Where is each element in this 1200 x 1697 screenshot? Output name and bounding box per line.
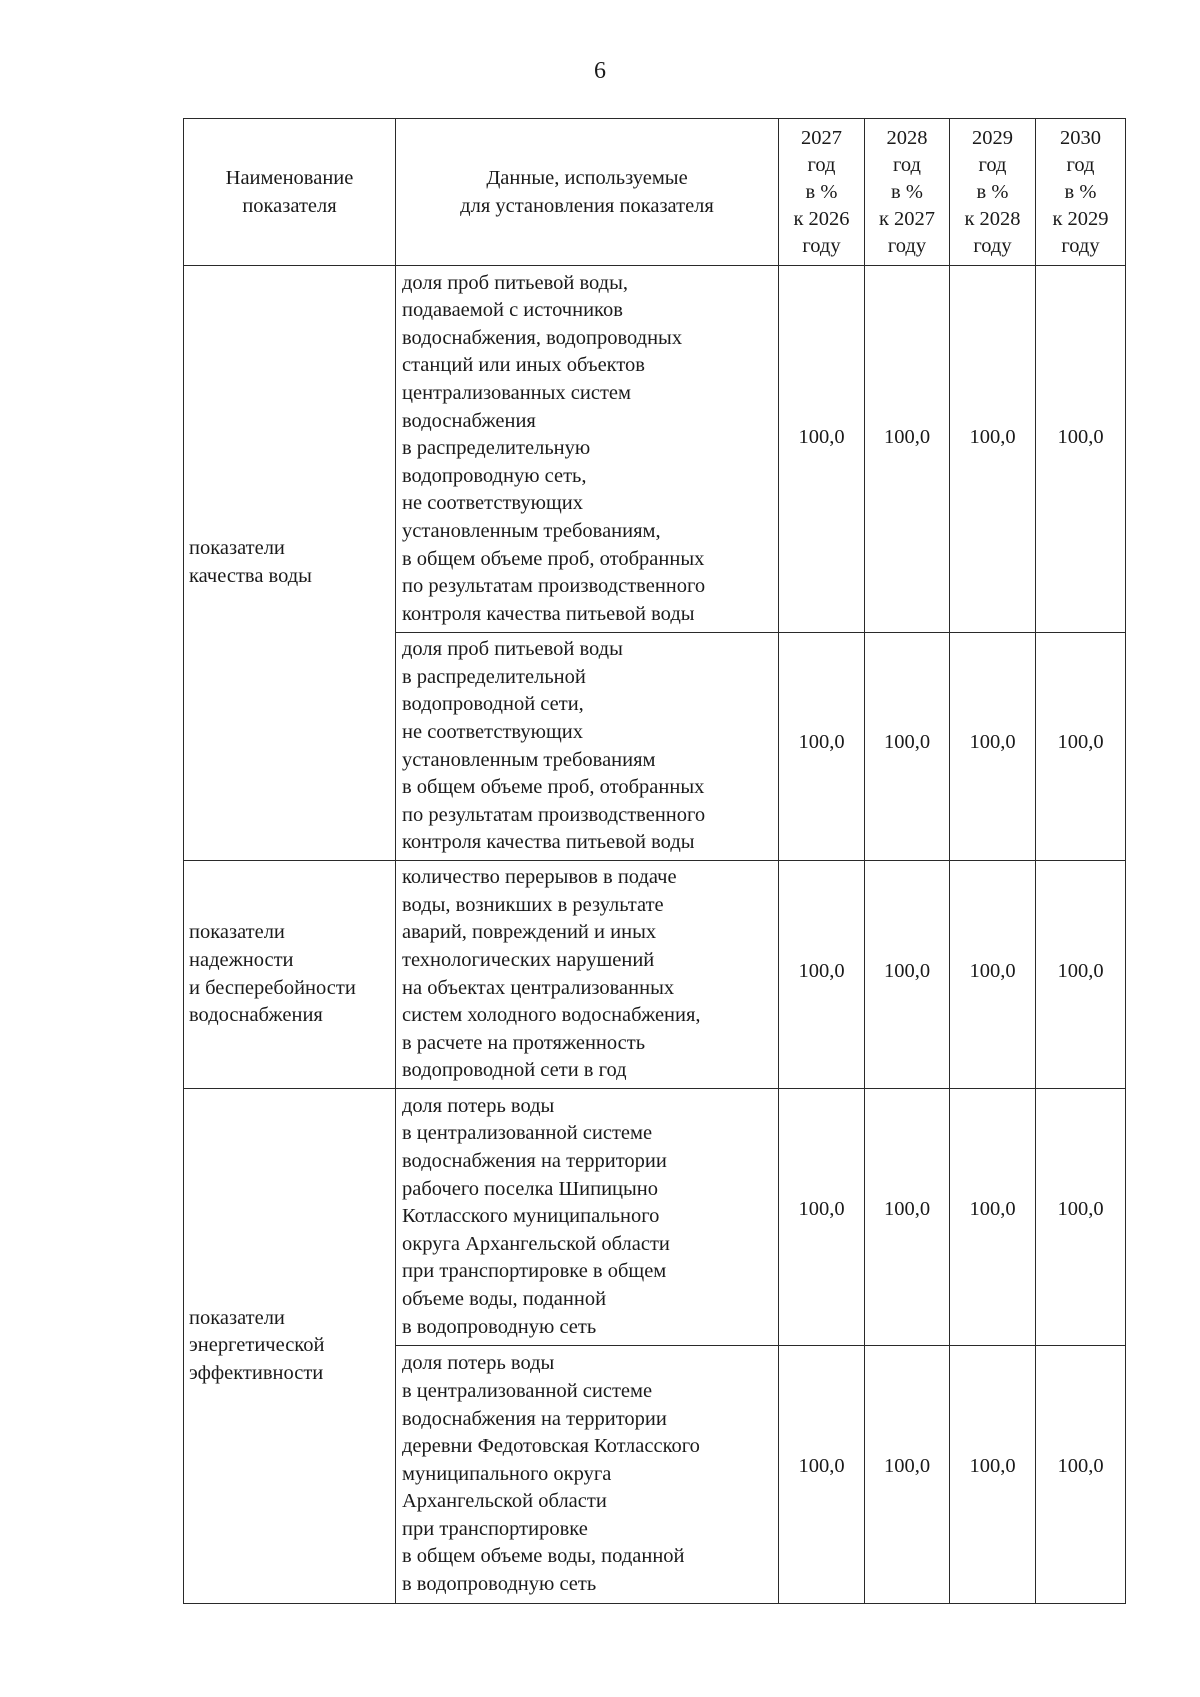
data-text-line: объеме воды, поданной (402, 1287, 607, 1310)
data-text-line: в централизованной системе (402, 1122, 653, 1145)
table-row (184, 266, 1126, 633)
indicator-name-line: показатели (189, 537, 285, 560)
header-text-line: 2028 (886, 126, 928, 149)
value-text: 100,0 (883, 960, 931, 982)
value-text: 100,0 (798, 426, 845, 448)
data-text-line: водопроводную сеть, (402, 464, 587, 487)
value-cell-2028 (865, 1089, 950, 1346)
indicator-name-line: водоснабжения (189, 1004, 323, 1027)
data-text-line: рабочего поселка Шипицыно (402, 1177, 659, 1200)
data-text-line: в общем объеме проб, отобранных (402, 547, 705, 570)
data-text-line: в распределительную (402, 437, 591, 460)
data-text-line: на объектах централизованных (402, 976, 675, 999)
data-text-line: при транспортировке (402, 1517, 588, 1540)
header-text-line: 2027 (801, 126, 842, 149)
header-text-line: Данные, используемые (486, 167, 688, 189)
header-text-line: для установления показателя (460, 195, 714, 217)
header-indicator-name (184, 119, 396, 266)
indicator-name-line: и бесперебойности (189, 976, 356, 999)
page-number: 6 (594, 58, 606, 84)
data-text-line: водоснабжения на территории (402, 1407, 667, 1430)
data-text-line: водоснабжения, водопроводных (402, 326, 683, 349)
value-cell-2030 (1036, 861, 1126, 1089)
header-text-line: в % (976, 180, 1009, 203)
value-cell-2030 (1036, 1346, 1126, 1604)
value-cell-2029 (950, 1346, 1036, 1604)
data-text-line: технологических нарушений (402, 948, 655, 971)
header-text-line: году (973, 234, 1012, 257)
indicator-name-line: энергетической (189, 1334, 325, 1357)
value-cell-2030 (1036, 1089, 1126, 1346)
header-year-2030 (1036, 119, 1126, 266)
header-year-2028 (865, 119, 950, 266)
value-cell-2028 (865, 861, 950, 1089)
header-text-line: год (893, 153, 921, 176)
data-text-line: установленным требованиям, (402, 519, 661, 542)
data-text-line: воды, возникших в результате (402, 893, 664, 916)
value-text: 100,0 (1057, 960, 1104, 982)
data-text-line: округа Архангельской области (402, 1232, 670, 1255)
value-text: 100,0 (883, 731, 931, 753)
indicator-data-cell (396, 1346, 779, 1604)
value-cell-2029 (950, 266, 1036, 633)
indicator-name-line: эффективности (189, 1361, 324, 1384)
data-text-line: подаваемой с источников (402, 299, 623, 322)
data-text-line: установленным требованиям (402, 748, 656, 771)
data-text-line: водоснабжения на территории (402, 1150, 667, 1173)
indicator-data-cell (396, 633, 779, 861)
data-text-line: централизованных систем (402, 382, 632, 405)
data-text-line: деревни Федотовская Котласского (402, 1435, 700, 1458)
header-text-line: год (1066, 153, 1095, 176)
value-text: 100,0 (798, 1455, 845, 1477)
data-text-line: по результатам производственного (402, 575, 706, 598)
value-cell-2030 (1036, 266, 1126, 633)
value-text: 100,0 (883, 1455, 931, 1477)
value-text: 100,0 (1057, 426, 1104, 448)
value-cell-2028 (865, 1346, 950, 1604)
value-text: 100,0 (969, 731, 1016, 753)
value-cell-2027 (779, 266, 865, 633)
data-text-line: в общем объеме проб, отобранных (402, 776, 705, 799)
header-text-line: показателя (242, 195, 337, 217)
data-text-line: в распределительной (402, 665, 586, 688)
value-cell-2027 (779, 1089, 865, 1346)
header-text-line: в % (1064, 180, 1097, 203)
header-text-line: к 2026 (793, 207, 850, 230)
header-text-line: к 2027 (878, 207, 936, 230)
data-text-line: не соответствующих (402, 492, 583, 515)
data-text-line: муниципального округа (402, 1462, 612, 1485)
data-text-line: при транспортировке в общем (402, 1260, 667, 1283)
data-text-line: не соответствующих (402, 720, 583, 743)
value-text: 100,0 (1057, 1455, 1104, 1477)
header-text-line: году (887, 234, 927, 257)
data-text-line: аварий, повреждений и иных (402, 921, 657, 944)
indicator-table (183, 118, 1126, 1604)
data-text-line: по результатам производственного (402, 803, 706, 826)
value-cell-2028 (865, 633, 950, 861)
header-text-line: 2030 (1060, 126, 1101, 149)
data-text-line: Архангельской области (402, 1490, 607, 1513)
data-text-line: в централизованной системе (402, 1379, 653, 1402)
data-text-line: водоснабжения (402, 409, 536, 432)
value-text: 100,0 (798, 960, 845, 982)
data-text-line: станций или иных объектов (402, 354, 645, 377)
data-text-line: доля потерь воды (402, 1352, 555, 1375)
value-text: 100,0 (969, 1198, 1016, 1220)
indicator-group-water-quality (184, 266, 396, 861)
value-cell-2027 (779, 633, 865, 861)
indicator-name-line: показатели (189, 1306, 285, 1329)
header-text-line: 2029 (972, 126, 1013, 149)
value-text: 100,0 (969, 426, 1016, 448)
value-cell-2027 (779, 1346, 865, 1604)
value-cell-2027 (779, 861, 865, 1089)
table-row (184, 861, 1126, 1089)
value-cell-2029 (950, 633, 1036, 861)
value-text: 100,0 (798, 1198, 845, 1220)
value-text: 100,0 (969, 1455, 1016, 1477)
data-text-line: в водопроводную сеть (402, 1573, 597, 1596)
value-text: 100,0 (883, 1198, 931, 1220)
data-text-line: доля проб питьевой воды (402, 638, 623, 661)
value-text: 100,0 (969, 960, 1016, 982)
data-text-line: количество перерывов в подаче (402, 866, 677, 889)
data-text-line: в водопроводную сеть (402, 1315, 597, 1338)
data-text-line: контроля качества питьевой воды (402, 831, 695, 854)
data-text-line: доля проб питьевой воды, (402, 271, 628, 294)
header-text-line: год (807, 153, 836, 176)
indicator-group-energy-efficiency (184, 1089, 396, 1604)
value-text: 100,0 (1057, 1198, 1104, 1220)
header-text-line: году (802, 234, 841, 257)
value-text: 100,0 (883, 426, 931, 448)
value-text: 100,0 (1057, 731, 1104, 753)
data-text-line: в расчете на протяженность (402, 1031, 646, 1054)
value-cell-2028 (865, 266, 950, 633)
indicator-name-line: качества воды (189, 565, 312, 587)
indicator-data-cell (396, 1089, 779, 1346)
value-text: 100,0 (798, 731, 845, 753)
data-text-line: контроля качества питьевой воды (402, 602, 695, 625)
header-indicator-data (396, 119, 779, 266)
header-text-line: в % (891, 180, 923, 203)
header-text-line: Наименование (225, 167, 354, 189)
header-year-2027 (779, 119, 865, 266)
indicator-name-line: показатели (189, 921, 285, 944)
indicator-data-cell (396, 266, 779, 633)
indicator-name-line: надежности (189, 948, 294, 971)
data-text-line: в общем объеме воды, поданной (402, 1545, 685, 1568)
value-cell-2029 (950, 1089, 1036, 1346)
header-text-line: к 2028 (964, 207, 1021, 230)
header-text-line: году (1061, 234, 1100, 257)
data-text-line: доля потерь воды (402, 1094, 555, 1117)
indicator-group-reliability (184, 861, 396, 1089)
indicator-data-cell (396, 861, 779, 1089)
data-text-line: систем холодного водоснабжения, (402, 1004, 701, 1027)
data-text-line: Котласского муниципального (402, 1205, 660, 1228)
value-cell-2030 (1036, 633, 1126, 861)
table-row (184, 1089, 1126, 1346)
data-text-line: водопроводной сети, (402, 693, 584, 716)
header-text-line: год (978, 153, 1007, 176)
header-year-2029 (950, 119, 1036, 266)
header-text-line: в % (805, 180, 838, 203)
header-text-line: к 2029 (1052, 207, 1109, 230)
header-row (184, 119, 1126, 266)
value-cell-2029 (950, 861, 1036, 1089)
data-text-line: водопроводной сети в год (402, 1059, 627, 1082)
